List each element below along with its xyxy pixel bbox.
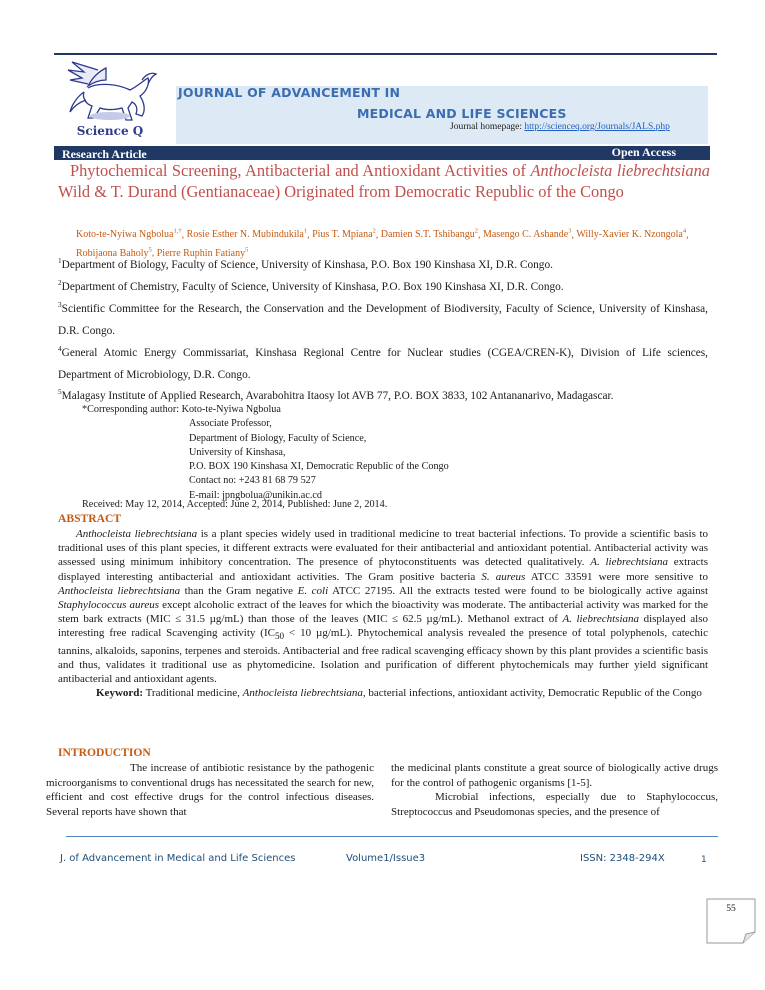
author-name: Rosie Esther N. Mubindukila$^1$ [186, 228, 308, 241]
header-rule [54, 53, 717, 55]
pegasus-logo-icon [58, 58, 162, 140]
footer-page-small: 1 [701, 855, 707, 865]
intro-column-left: The increase of antibiotic resistance by the pathogenic microorganisms to conventional drugs has necessitated the search for new, efficient and cost effective drugs for the control infectious diseases. Several reports have shown that [46, 762, 374, 818]
keywords: Keyword: Traditional medicine, Anthocleista liebrechtsiana, bacterial infections, antioxidant activity, Democratic Republic of the Congo [96, 687, 702, 700]
corr-line: Department of Biology, Faculty of Science, [189, 432, 367, 444]
author-name: Robijaona Baholy$^5$ [76, 246, 152, 259]
corresponding-author [82, 403, 449, 503]
journal-name-line2: MEDICAL AND LIFE SCIENCES [357, 106, 567, 121]
article-type: Research Article [62, 147, 147, 161]
author-name: Willy-Xavier K. Nzongola$^4$ [576, 228, 687, 241]
corr-line: Contact no: +243 81 68 79 527 [189, 475, 316, 487]
intro-column-right [391, 761, 718, 819]
journal-logo [58, 58, 162, 140]
article-title [58, 160, 710, 202]
affiliation-4: $^4$General Atomic Energy Commissariat, Kinshasa Regional Centre for Nuclear studies (CGEA/CREN-K), Division of Life sciences, Department of Microbiology, D.R. Congo. [58, 344, 708, 381]
author-name: Pierre Ruphin Fatiany$^5$ [156, 246, 249, 259]
author-name: Damien S.T. Tshibangu$^2$ [380, 228, 478, 241]
author-list: Koto-te-Nyiwa Ngbolua$^{1,\dagger}$, Rosie Esther N. Mubindukila$^1$, Pius T. Mpiana$^2$, Damien S.T. Tshibangu$^2$, Masengo C. Ashande$^3$, Willy-Xavier K. Nzongola$^4$, Robijaona Baholy$^5$, Pierre Ruphin Fatiany$^5$ [76, 228, 689, 259]
corr-email: E-mail: jpngbolua@unikin.ac.cd [189, 489, 323, 501]
page-number: 55 [726, 904, 736, 914]
article-dates: Received: May 12, 2014, Accepted: June 2, 2014, Published: June 2, 2014. [82, 499, 388, 510]
author-name: Koto-te-Nyiwa Ngbolua$^{1,\dagger}$ [76, 228, 182, 241]
homepage-link[interactable]: http://scienceq.org/Journals/JALS.php [524, 122, 670, 132]
footer-rule [66, 836, 718, 837]
affiliation-1: $^1$Department of Biology, Faculty of Science, University of Kinshasa, P.O. Box 190 Kinshasa XI, D.R. Congo. [58, 256, 553, 271]
corr-line: Associate Professor, [189, 418, 272, 430]
footer-volume: Volume1/Issue3 [346, 853, 426, 864]
abstract-body: Anthocleista liebrechtsiana is a plant species widely used in traditional medicine to treat bacterial infections. To provide a scientific basis to traditional uses of this plant species, it different extracts were evaluated for their antibacterial and antioxidant potential. Antibacterial activity was assessed using minimum inhibitory concentration. The presence of phytoconstituents was detected qualitatively. A. liebrechtsiana extracts displayed interesting antibacterial and antioxidant activities. The Gram positive bacteria S. aureus ATCC 33591 were more sensitive to Anthocleista liebrechtsiana than the Gram negative E. coli ATCC 27195. All the extracts tested were found to be biologically active against Staphylococcus aureus except alcoholic extract of the leaves for which the bioactivity was moderate. The antibacterial activity was marked for the stem bark extracts (MIC ≤ 31.5 µg/mL) than those of the leaves (MIC ≤ 62.5 µg/mL). Methanol extract of A. liebrechtsiana displayed also interesting free radical Scavenging activity ($IC_{50} < 10$ µg/mL). Phytochemical analysis revealed the presence of total polyphenols, catechic tannins, alkaloids, saponins, terpenes and steroids. Antibacterial and free radical scavenging efficacy shown by this plant provides a scientific basis and thus, validates it traditional use as phytomedicine. Isolation and purification of different phytochemicals may further yield significant antibacterial and antioxidant agents. Keyword: Traditional medicine, Anthocleista liebrechtsiana, bacterial infections, antioxidant activity, Democratic Republic of the Congo [58, 528, 709, 700]
author-name: Pius T. Mpiana$^2$ [312, 228, 376, 241]
intro-right-p1: the medicinal plants constitute a great source of biologically active drugs for the control of pathogenic organisms [1-5]. [391, 762, 718, 789]
corr-name: Koto-te-Nyiwa Ngbolua [181, 404, 281, 415]
corr-line: P.O. BOX 190 Kinshasa XI, Democratic Republic of the Congo [189, 461, 449, 473]
corr-label: *Corresponding author: [82, 404, 182, 415]
author-name: Masengo C. Ashande$^3$ [482, 228, 572, 241]
corr-line: University of Kinshasa, [189, 446, 286, 458]
intro-right-p2: Microbial infections, especially due to Staphylococcus, Streptococcus and Pseudomonas species, and the presence of [391, 791, 718, 818]
affiliation-2: $^2$Department of Chemistry, Faculty of Science, University of Kinshasa, P.O. Box 190 Kinshasa XI, D.R. Congo. [58, 278, 564, 293]
title-species: Anthocleista liebrechtsiana [530, 161, 710, 180]
footer-journal: J. of Advancement in Medical and Life Sciences [60, 853, 296, 864]
affiliation-5: $^5$Malagasy Institute of Applied Research, Avarabohitra Itaosy lot AVB 77, P.O. BOX 3833, 102 Antananarivo, Madagascar. [58, 387, 614, 402]
affiliation-3: $^3$Scientific Committee for the Research, the Conservation and the Development of Biodiversity, Faculty of Science, University of Kinshasa, D.R. Congo. [58, 300, 708, 337]
journal-homepage [450, 122, 670, 132]
footer-issn: ISSN: 2348-294X [580, 853, 665, 864]
homepage-label: Journal homepage: [450, 122, 525, 132]
svg-text:Science Q: Science Q [76, 124, 144, 138]
open-access-label: Open Access [611, 145, 676, 159]
abstract-heading: ABSTRACT [58, 512, 122, 525]
title-text-2: Wild & T. Durand (Gentianaceae) Originated from Democratic Republic of the Congo [58, 182, 624, 201]
introduction-heading: INTRODUCTION [58, 746, 151, 759]
page-number-box [706, 898, 756, 944]
journal-name-line1: JOURNAL OF ADVANCEMENT IN [178, 85, 401, 100]
title-text-1: Phytochemical Screening, Antibacterial and Antioxidant Activities of [70, 161, 531, 180]
article-type-banner [54, 146, 710, 160]
